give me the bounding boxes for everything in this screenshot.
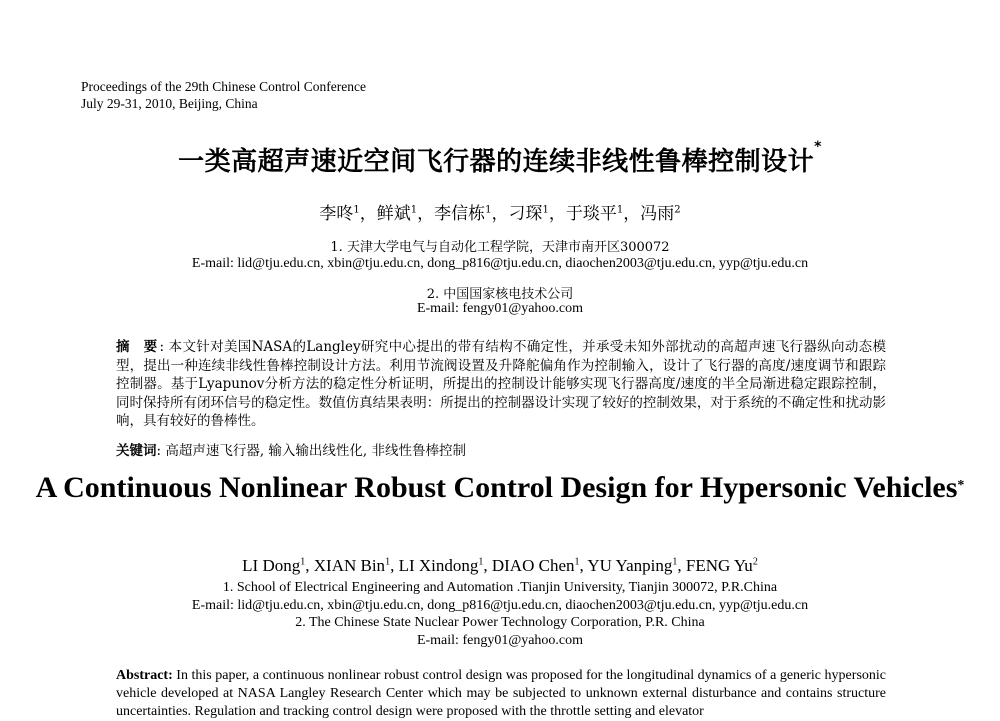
chinese-affiliation-2: 2. 中国国家核电技术公司 xyxy=(426,287,574,302)
author: LI Xindong$^1$, xyxy=(398,556,492,575)
english-title-footnote-mark: * xyxy=(957,478,965,493)
author: XIAN Bin$^1$, xyxy=(313,556,399,575)
author: 鲜斌$^1$， xyxy=(376,204,435,224)
english-title xyxy=(0,470,1000,505)
author: YU Yanping$^1$, xyxy=(587,556,686,575)
english-abstract-text: In this paper, a continuous nonlinear robust control design was proposed for the longitudinal dynamics of a generic hypersonic vehicle developed at NASA Langley Research Center which may be subjected to unknown external disturbance and contains structure uncertainties. Regulation and tracking control design were proposed with the throttle setting and elevator xyxy=(116,668,886,719)
chinese-keywords-label: 关键词 xyxy=(116,443,157,459)
author: 李咚$^1$， xyxy=(319,204,377,224)
proceedings-date-location: July 29-31, 2010, Beijing, China xyxy=(81,96,258,111)
chinese-keywords xyxy=(116,439,466,459)
chinese-title-text: 一类高超声速近空间飞行器的连续非线性鲁棒控制设计 xyxy=(178,147,815,177)
author: FENG Yu$^2$ xyxy=(685,556,758,575)
author: 刁琛$^1$， xyxy=(508,204,566,224)
proceedings-name: Proceedings of the 29th Chinese Control Conference xyxy=(81,79,366,94)
chinese-affiliation-1: 1. 天津大学电气与自动化工程学院，天津市南开区300072 xyxy=(330,240,670,255)
author: 冯雨$^2$ xyxy=(640,204,681,224)
chinese-abstract-text: : 本文针对美国NASA的Langley研究中心提出的带有结构不确定性，并承受未知外部扰动的高超声速飞行器纵向动态模型，提出一种连续非线性鲁棒控制设计方法。利用节流阀设置及升降舵偏角作为控制输入，设计了飞行器的高度/速度调节和跟踪控制器。基于Lyapunov分析方法的稳定性分析证明，所提出的控制设计能够实现飞行器高度/速度的半全局渐进稳定跟踪控制，同时保持所有闭环信号的稳定性。数值仿真结果表明：所提出的控制器设计实现了较好的控制效果，对于系统的不确定性和扰动影响，具有较好的鲁棒性。 xyxy=(116,339,886,430)
chinese-title-footnote-mark: * xyxy=(814,139,822,155)
author: 李信栋$^1$， xyxy=(434,204,509,224)
chinese-abstract-label: 摘 要 xyxy=(116,339,158,355)
chinese-email-2: E-mail: fengy01@yahoo.com xyxy=(416,301,584,316)
author: LI Dong$^1$, xyxy=(242,556,314,575)
chinese-keywords-text: : 高超声速飞行器, 输入输出线性化, 非线性鲁棒控制 xyxy=(156,443,467,459)
chinese-title xyxy=(0,141,1000,178)
english-affiliation-1: 1. School of Electrical Engineering and Automation .Tianjin University, Tianjin 300072, P.R.China xyxy=(222,580,778,595)
english-author-list xyxy=(0,556,1000,576)
author: 于琰平$^1$， xyxy=(565,204,641,224)
chinese-email-1: E-mail: lid@tju.edu.cn, xbin@tju.edu.cn, dong_p816@tju.edu.cn, diaochen2003@tju.edu.cn, yyp@tju.edu.cn xyxy=(191,256,809,271)
english-abstract xyxy=(116,667,886,721)
author: DIAO Chen$^1$, xyxy=(491,556,588,575)
chinese-author-list xyxy=(0,199,1000,224)
english-abstract-label: Abstract: xyxy=(116,668,173,683)
proceedings-header xyxy=(81,78,366,112)
english-affiliation-2: 2. The Chinese State Nuclear Power Technology Corporation, P.R. China xyxy=(295,615,705,630)
english-email-1: E-mail: lid@tju.edu.cn, xbin@tju.edu.cn, dong_p816@tju.edu.cn, diaochen2003@tju.edu.cn, yyp@tju.edu.cn xyxy=(191,598,809,613)
chinese-abstract xyxy=(116,338,886,431)
english-title-text: A Continuous Nonlinear Robust Control Design for Hypersonic Vehicles xyxy=(35,471,958,504)
english-email-2: E-mail: fengy01@yahoo.com xyxy=(416,633,584,648)
